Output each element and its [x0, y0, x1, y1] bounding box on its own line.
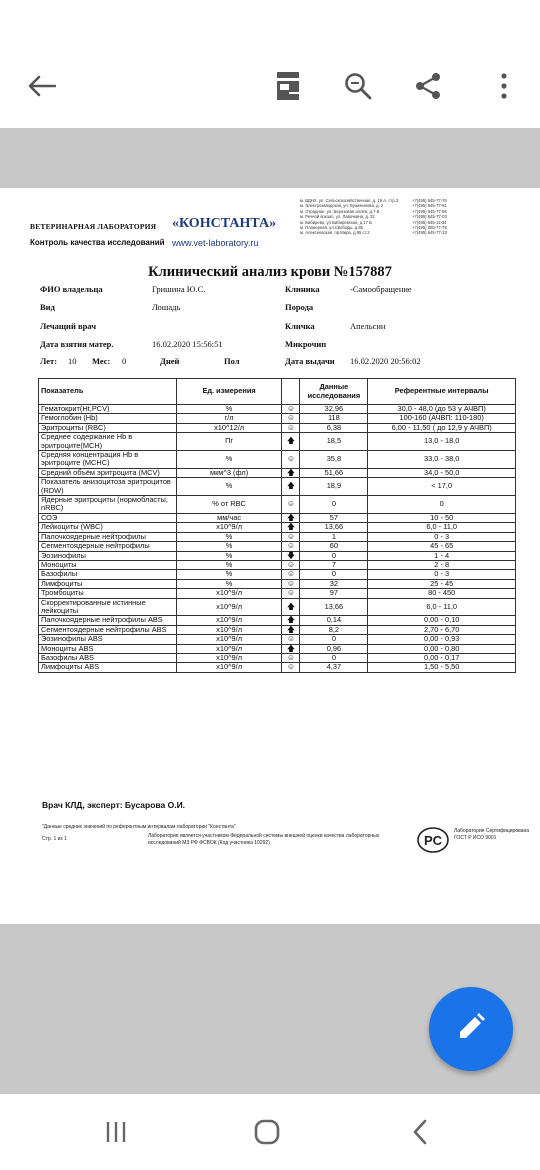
table-header-row — [39, 379, 516, 405]
result-name: Скорректированные истинные лейкоциты — [39, 598, 177, 616]
reference-range: 30,0 - 48,0 (до 53 у АЧВП) — [368, 405, 516, 414]
reference-range: 0 - 3 — [368, 532, 516, 541]
result-name: Эозинофилы ABS — [39, 635, 177, 644]
result-value: 18,9 — [300, 478, 368, 496]
table-row — [39, 542, 516, 551]
result-unit: % — [176, 560, 282, 569]
table-row — [39, 570, 516, 579]
status-icon: ☺ — [282, 532, 300, 541]
status-icon: 🡅 — [282, 433, 300, 451]
participation-note: Лаборатория является участником Федеральной системы внешней оценки качества лабораторных исследований МЗ РФ ФСВОК (Код участника 10292) — [148, 833, 380, 846]
status-icon: 🡅 — [282, 598, 300, 616]
date-taken-label: Дата взятия матер. — [40, 339, 114, 349]
result-value: 6,38 — [300, 423, 368, 432]
reference-range: 0,00 - 0,10 — [368, 616, 516, 625]
result-name: СОЭ — [39, 513, 177, 522]
table-row — [39, 478, 516, 496]
column-header: Ед. измерения — [176, 379, 282, 405]
page-layout-icon[interactable] — [268, 66, 308, 106]
years-value: 10 — [68, 356, 77, 366]
result-name: Сегментоядерные нейтрофилы ABS — [39, 625, 177, 634]
result-value: 0 — [300, 653, 368, 662]
result-unit: % — [176, 405, 282, 414]
reference-range: < 17,0 — [368, 478, 516, 496]
result-name: Лейкоциты (WBC) — [39, 523, 177, 532]
result-value: 0 — [300, 570, 368, 579]
nickname-label: Кличка — [285, 321, 315, 331]
result-value: 0 — [300, 551, 368, 560]
lab-phones: +7(495) 645-77-76 +7(495) 645-77-81 +7(495) 645-77-86 +7(495) 645-77-03 +7(495) 645-11-34 +7(495) 005-77-75 +7(495) 645-77-23 — [412, 198, 447, 236]
status-icon: ☺ — [282, 423, 300, 432]
result-value: 32 — [300, 579, 368, 588]
result-unit: % от RBC — [176, 496, 282, 514]
result-unit: x10^9/л — [176, 616, 282, 625]
column-header: Данные исследования — [300, 379, 368, 405]
lab-name-prefix: ВЕТЕРИНАРНАЯ ЛАБОРАТОРИЯ — [30, 222, 157, 231]
result-unit: x10^9/л — [176, 598, 282, 616]
result-unit: x10^12/л — [176, 423, 282, 432]
result-name: Средняя концентрация Hb в эритроците (MCHC) — [39, 451, 177, 469]
months-label: Мес: — [92, 356, 111, 366]
lab-addresses: м. ВДНХ, ул. Сельскохозяйственная, д. 19 А, стр.3 м. Электрозаводская, ул. Буженинова, д. 2 м. Отрадное, ул. Березовая аллея, д.7 Б м. Речной вокзал, ул. Лавочкина, д. 32 м. Бибирево, ул.Бибиревская, д.17 Б м. Планерная, ул.Свободы, д.85 м. Алексеевская, пр.Мира, д.95 ст.2 — [300, 198, 399, 236]
result-unit: г/л — [176, 414, 282, 423]
reference-range: 13,0 - 18,0 — [368, 433, 516, 451]
reference-range: 10 - 50 — [368, 513, 516, 522]
result-value: 8,2 — [300, 625, 368, 634]
result-unit: % — [176, 551, 282, 560]
result-name: Гематокрит(Ht,PCV) — [39, 405, 177, 414]
reference-range: 1 - 4 — [368, 551, 516, 560]
clinic-label: Клиника — [285, 284, 320, 294]
table-row — [39, 433, 516, 451]
result-value: 0,14 — [300, 616, 368, 625]
status-icon: ☺ — [282, 579, 300, 588]
table-row — [39, 635, 516, 644]
result-value: 32,96 — [300, 405, 368, 414]
reference-range: 34,0 - 50,0 — [368, 468, 516, 477]
result-name: Базофилы — [39, 570, 177, 579]
lab-name: «КОНСТАНТА» — [172, 216, 277, 231]
result-name: Гемоглобин (Hb) — [39, 414, 177, 423]
result-name: Средний объём эритроцита (MCV) — [39, 468, 177, 477]
status-icon: ☺ — [282, 663, 300, 672]
result-value: 7 — [300, 560, 368, 569]
table-row — [39, 551, 516, 560]
status-icon: ☺ — [282, 653, 300, 662]
reference-range: 0 — [368, 496, 516, 514]
result-value: 57 — [300, 513, 368, 522]
result-value: 0,96 — [300, 644, 368, 653]
reference-range: 25 - 45 — [368, 579, 516, 588]
result-name: Эритроциты (RBC) — [39, 423, 177, 432]
sex-label: Пол — [224, 356, 240, 366]
result-value: 60 — [300, 542, 368, 551]
result-value: 51,66 — [300, 468, 368, 477]
report-title: Клинический анализ крови №157887 — [148, 264, 392, 280]
doctor-signature: Врач КЛД, эксперт: Бусарова О.И. — [42, 800, 186, 810]
status-icon: 🡇 — [282, 551, 300, 560]
result-value: 13,66 — [300, 523, 368, 532]
result-unit: % — [176, 542, 282, 551]
issue-date-value: 16.02.2020 20:56:02 — [350, 356, 421, 366]
document-page[interactable] — [0, 188, 540, 924]
result-name: Сегментоядерные нейтрофилы — [39, 542, 177, 551]
result-name: Моноциты — [39, 560, 177, 569]
result-name: Палочкоядерные нейтрофилы ABS — [39, 616, 177, 625]
result-unit: x10^9/л — [176, 589, 282, 598]
result-name: Базофилы ABS — [39, 653, 177, 662]
reference-range: 100-160 (АЧВП: 110-180) — [368, 414, 516, 423]
status-icon: ☺ — [282, 496, 300, 514]
result-unit: % — [176, 478, 282, 496]
result-unit: % — [176, 532, 282, 541]
reference-range: 0,00 - 0,93 — [368, 635, 516, 644]
reference-range: 0,00 - 0,80 — [368, 644, 516, 653]
edit-button[interactable] — [429, 987, 513, 1071]
column-header: Показатель — [39, 379, 177, 405]
result-unit: x10^9/л — [176, 653, 282, 662]
viewer-background-top — [0, 128, 540, 188]
species-value: Лошадь — [152, 302, 181, 312]
reference-range: 2,70 - 6,70 — [368, 625, 516, 634]
reference-range: 6,0 - 11,0 — [368, 523, 516, 532]
result-unit: мм/час — [176, 513, 282, 522]
result-value: 35,8 — [300, 451, 368, 469]
species-label: Вид — [40, 302, 55, 312]
table-row — [39, 496, 516, 514]
more-vert-icon[interactable] — [484, 66, 524, 106]
status-icon: 🡅 — [282, 468, 300, 477]
result-unit: Пг — [176, 433, 282, 451]
table-row — [39, 598, 516, 616]
status-icon: 🡅 — [282, 644, 300, 653]
table-row — [39, 616, 516, 625]
status-icon: ☺ — [282, 570, 300, 579]
table-row — [39, 451, 516, 469]
result-unit: x10^9/л — [176, 644, 282, 653]
result-name: Моноциты ABS — [39, 644, 177, 653]
clinic-value: -Самообращение — [350, 284, 412, 294]
rst-cert-logo-icon — [416, 826, 450, 854]
back-nav-icon[interactable] — [400, 1114, 440, 1150]
result-value: 0 — [300, 496, 368, 514]
results-table — [38, 378, 516, 673]
result-value: 1 — [300, 532, 368, 541]
page-number: Стр. 1 из 1 — [42, 836, 67, 842]
result-name: Ядерные эритроциты (нормобласты, nRBC) — [39, 496, 177, 514]
result-name: Тромбоциты — [39, 589, 177, 598]
result-unit: % — [176, 451, 282, 469]
result-name: Палочкоядерные нейтрофилы — [39, 532, 177, 541]
status-icon: ☺ — [282, 560, 300, 569]
reference-range: 1,50 - 5,50 — [368, 663, 516, 672]
status-icon: 🡅 — [282, 523, 300, 532]
lab-website: www.vet-laboratory.ru — [172, 238, 259, 248]
result-name: Лимфоциты ABS — [39, 663, 177, 672]
result-unit: x10^9/л — [176, 625, 282, 634]
result-unit: мкм^3 (фл) — [176, 468, 282, 477]
edit-pencil-icon — [456, 1012, 486, 1047]
reference-range: 6,00 - 11,50 ( до 12,9 у АЧВП) — [368, 423, 516, 432]
reference-range: 6,0 - 11,0 — [368, 598, 516, 616]
recents-icon[interactable] — [96, 1114, 136, 1150]
nickname-value: Апельсин — [350, 321, 386, 331]
result-name: Эозинофилы — [39, 551, 177, 560]
months-value: 0 — [122, 356, 127, 366]
result-name: Показатель анизоцитоза эритроцитов (RDW) — [39, 478, 177, 496]
status-icon: ☺ — [282, 414, 300, 423]
microchip-label: Микрочип — [285, 339, 327, 349]
status-icon: ☺ — [282, 542, 300, 551]
status-icon: ☺ — [282, 635, 300, 644]
table-row — [39, 414, 516, 423]
status-icon: ☺ — [282, 451, 300, 469]
result-value: 4,37 — [300, 663, 368, 672]
result-value: 13,66 — [300, 598, 368, 616]
table-row — [39, 589, 516, 598]
footnote: "Данные средних значений по референтным интервалам лаборатории "Константа" — [42, 824, 236, 830]
owner-label: ФИО владельца — [40, 284, 103, 294]
result-value: 0 — [300, 635, 368, 644]
svg-text:PC: PC — [424, 833, 443, 848]
quality-control: Контроль качества исследований — [30, 238, 165, 247]
column-header — [282, 379, 300, 405]
reference-range: 0 - 3 — [368, 570, 516, 579]
doctor-label: Лечащий врач — [40, 321, 96, 331]
days-label: Дней — [160, 356, 180, 366]
status-bar — [0, 0, 540, 44]
result-unit: % — [176, 570, 282, 579]
result-unit: x10^9/л — [176, 523, 282, 532]
result-unit: x10^9/л — [176, 635, 282, 644]
table-row — [39, 663, 516, 672]
reference-range: 45 - 65 — [368, 542, 516, 551]
system-nav-bar — [0, 1094, 540, 1170]
issue-date-label: Дата выдачи — [285, 356, 335, 366]
share-icon[interactable] — [408, 66, 448, 106]
home-icon[interactable] — [247, 1114, 287, 1150]
date-taken-value: 16.02.2020 15:56:51 — [152, 339, 223, 349]
app-toolbar — [0, 44, 540, 128]
years-label: Лет: — [40, 356, 58, 366]
status-icon: 🡅 — [282, 513, 300, 522]
search-icon[interactable] — [338, 66, 378, 106]
status-icon: 🡅 — [282, 616, 300, 625]
result-value: 18,5 — [300, 433, 368, 451]
status-icon: ☺ — [282, 405, 300, 414]
result-name: Среднее содержание Hb в эритроците(MCH) — [39, 433, 177, 451]
status-icon: 🡅 — [282, 478, 300, 496]
table-row — [39, 523, 516, 532]
result-value: 118 — [300, 414, 368, 423]
arrow-left-icon[interactable] — [22, 66, 62, 106]
result-unit: x10^9/л — [176, 663, 282, 672]
status-icon: 🡅 — [282, 625, 300, 634]
result-value: 97 — [300, 589, 368, 598]
certification-note: Лаборатория Сертифицирована ГОСТ Р ИСО 9001 — [454, 828, 530, 841]
column-header: Референтные интервалы — [368, 379, 516, 405]
result-unit: % — [176, 579, 282, 588]
owner-value: Гришина Ю.С. — [152, 284, 206, 294]
status-icon: ☺ — [282, 589, 300, 598]
reference-range: 2 - 8 — [368, 560, 516, 569]
reference-range: 0,00 - 0,17 — [368, 653, 516, 662]
reference-range: 80 - 450 — [368, 589, 516, 598]
breed-label: Порода — [285, 302, 314, 312]
reference-range: 33,0 - 38,0 — [368, 451, 516, 469]
result-name: Лимфоциты — [39, 579, 177, 588]
